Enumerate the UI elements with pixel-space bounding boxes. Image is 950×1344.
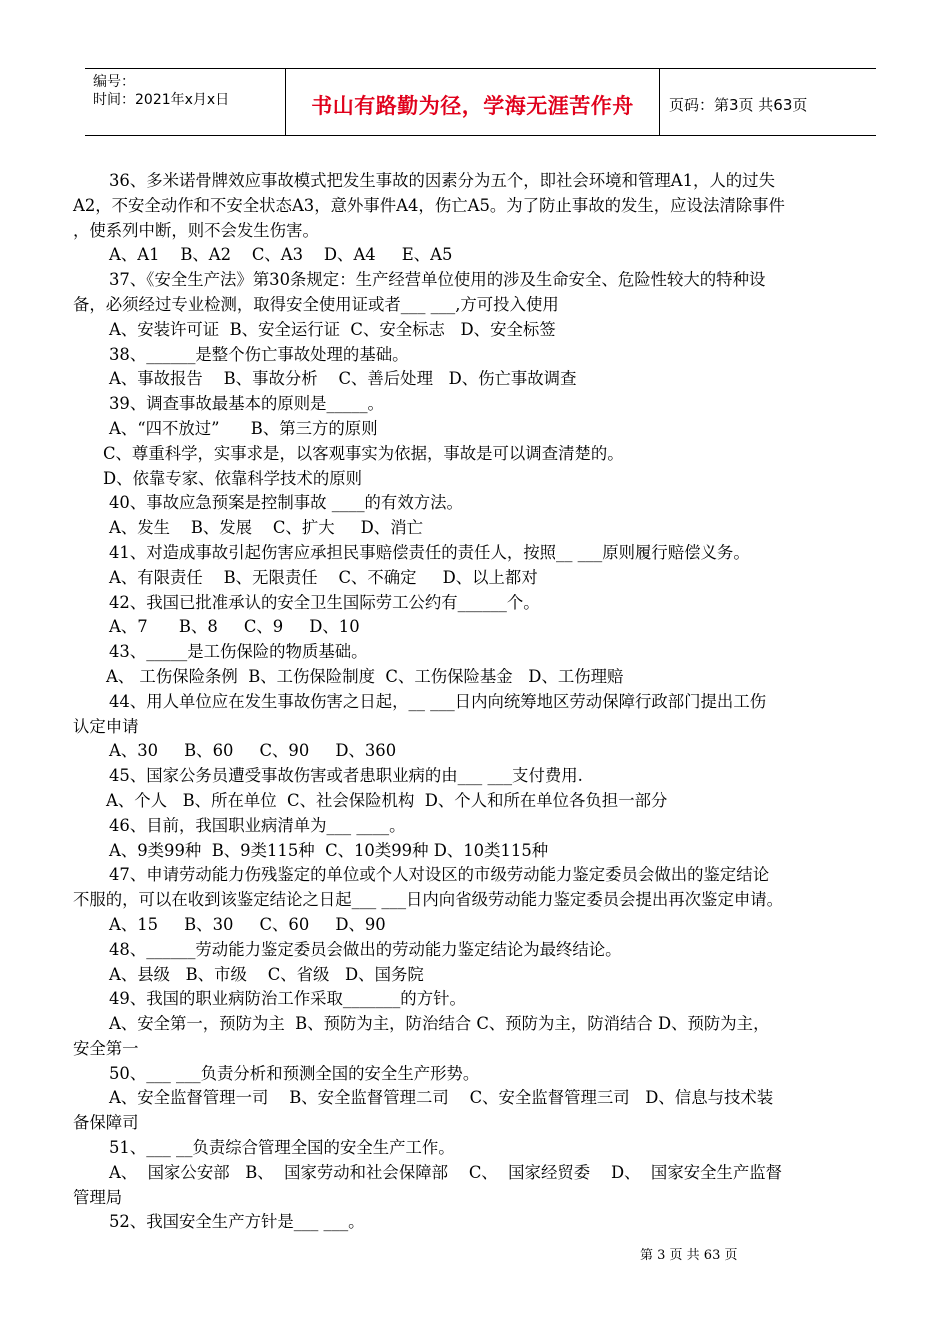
header-page-number: 页码：第3页 共63页 (669, 95, 808, 114)
text-line: 36、多米诺骨牌效应事故模式把发生事故的因素分为五个，即社会环境和管理A1，人的过失 (109, 171, 775, 190)
text-line: 38、______是整个伤亡事故处理的基础。 (109, 344, 409, 364)
text-line: 39、调查事故最基本的原则是_____。 (109, 394, 384, 414)
text-line: 51、___ __负责综合管理全国的安全生产工作。 (109, 1138, 455, 1158)
text-line: 40、事故应急预案是控制事故 ____的有效方法。 (109, 493, 463, 513)
text-line: 46、目前，我国职业病清单为___ ____。 (109, 815, 406, 835)
header-motto: 书山有路勤为径，学海无涯苦作舟 (286, 69, 660, 135)
text-line: 不服的，可以在收到该鉴定结论之日起___ ___日内向省级劳动能力鉴定委员会提出再次鉴定申请。 (73, 890, 784, 910)
text-line: A、有限责任 B、无限责任 C、不确定 D、以上都对 (109, 567, 538, 587)
text-line: 45、国家公务员遭受事故伤害或者患职业病的由___ ___支付费用. (109, 766, 583, 786)
text-line: 备，必须经过专业检测，取得安全使用证或者___ ___,方可投入使用 (73, 294, 559, 314)
text-line: A、事故报告 B、事故分析 C、善后处理 D、伤亡事故调查 (109, 369, 577, 389)
number-label: 编号： (93, 74, 135, 90)
footer-page-number: 第 3 页 共 63 页 (640, 1248, 738, 1263)
text-line: 43、_____是工伤保险的物质基础。 (109, 642, 368, 662)
question-list (73, 169, 893, 1235)
header-meta (85, 69, 286, 135)
text-line: ，使系列中断，则不会发生伤害。 (73, 220, 319, 240)
text-line: 47、申请劳动能力伤残鉴定的单位或个人对设区的市级劳动能力鉴定委员会做出的鉴定结论 (109, 865, 770, 885)
text-line: A、个人 B、所在单位 C、社会保险机构 D、个人和所在单位各负担一部分 (106, 790, 668, 810)
text-line: 安全第一 (73, 1038, 139, 1058)
text-line: A、 国家公安部 B、 国家劳动和社会保障部 C、 国家经贸委 D、 国家安全生产监督 (109, 1162, 783, 1182)
text-line: 48、______劳动能力鉴定委员会做出的劳动能力鉴定结论为最终结论。 (109, 939, 622, 959)
text-line: A、9类99种 B、9类115种 C、10类99种 D、10类115种 (109, 840, 549, 860)
text-line: 49、我国的职业病防治工作采取_______的方针。 (109, 989, 466, 1009)
text-line: 备保障司 (73, 1113, 139, 1133)
header-table (85, 68, 876, 136)
text-line: 管理局 (73, 1187, 123, 1207)
text-line: A、发生 B、发展 C、扩大 D、消亡 (109, 518, 423, 538)
text-line: A、安全第一，预防为主 B、预防为主，防治结合 C、预防为主，防消结合 D、预防为主， (109, 1014, 770, 1034)
time-label: 时间：2021年x月x日 (93, 92, 230, 108)
text-line: 41、对造成事故引起伤害应承担民事赔偿责任的责任人，按照__ ___原则履行赔偿义务。 (109, 542, 750, 562)
text-line: A、A1 B、A2 C、A3 D、A4 E、A5 (109, 245, 453, 265)
text-line: A2，不安全动作和不安全状态A3，意外事件A4，伤亡A5。为了防止事故的发生，应设法清除事件 (73, 195, 785, 215)
text-line: A、 工伤保险条例 B、工伤保险制度 C、工伤保险基金 D、工伤理赔 (106, 666, 624, 686)
text-line: A、县级 B、市级 C、省级 D、国务院 (109, 964, 424, 984)
text-line: A、15 B、30 C、60 D、90 (109, 914, 386, 934)
text-line: 44、用人单位应在发生事故伤害之日起，__ ___日内向统筹地区劳动保障行政部门提出工伤 (109, 691, 767, 711)
text-line: 37、《安全生产法》第30条规定：生产经营单位使用的涉及生命安全、危险性较大的特种设 (109, 270, 766, 290)
text-line: 52、我国安全生产方针是___ ___。 (109, 1212, 365, 1232)
text-line: 认定申请 (73, 716, 139, 736)
text-line: 42、我国已批准承认的安全卫生国际劳工公约有______个。 (109, 592, 540, 612)
text-line: A、“四不放过” B、第三方的原则 (109, 418, 378, 438)
text-line: C、尊重科学，实事求是，以客观事实为依据，事故是可以调查清楚的。 (103, 443, 624, 463)
text-line: 50、___ ___负责分析和预测全国的安全生产形势。 (109, 1063, 480, 1083)
text-line: A、7 B、8 C、9 D、10 (109, 617, 360, 637)
text-line: D、依靠专家、依靠科学技术的原则 (103, 468, 362, 488)
text-line: A、安全监督管理一司 B、安全监督管理二司 C、安全监督管理三司 D、信息与技术装 (109, 1088, 774, 1108)
text-line: A、30 B、60 C、90 D、360 (109, 741, 397, 761)
text-line: A、安装许可证 B、安全运行证 C、安全标志 D、安全标签 (109, 319, 556, 339)
